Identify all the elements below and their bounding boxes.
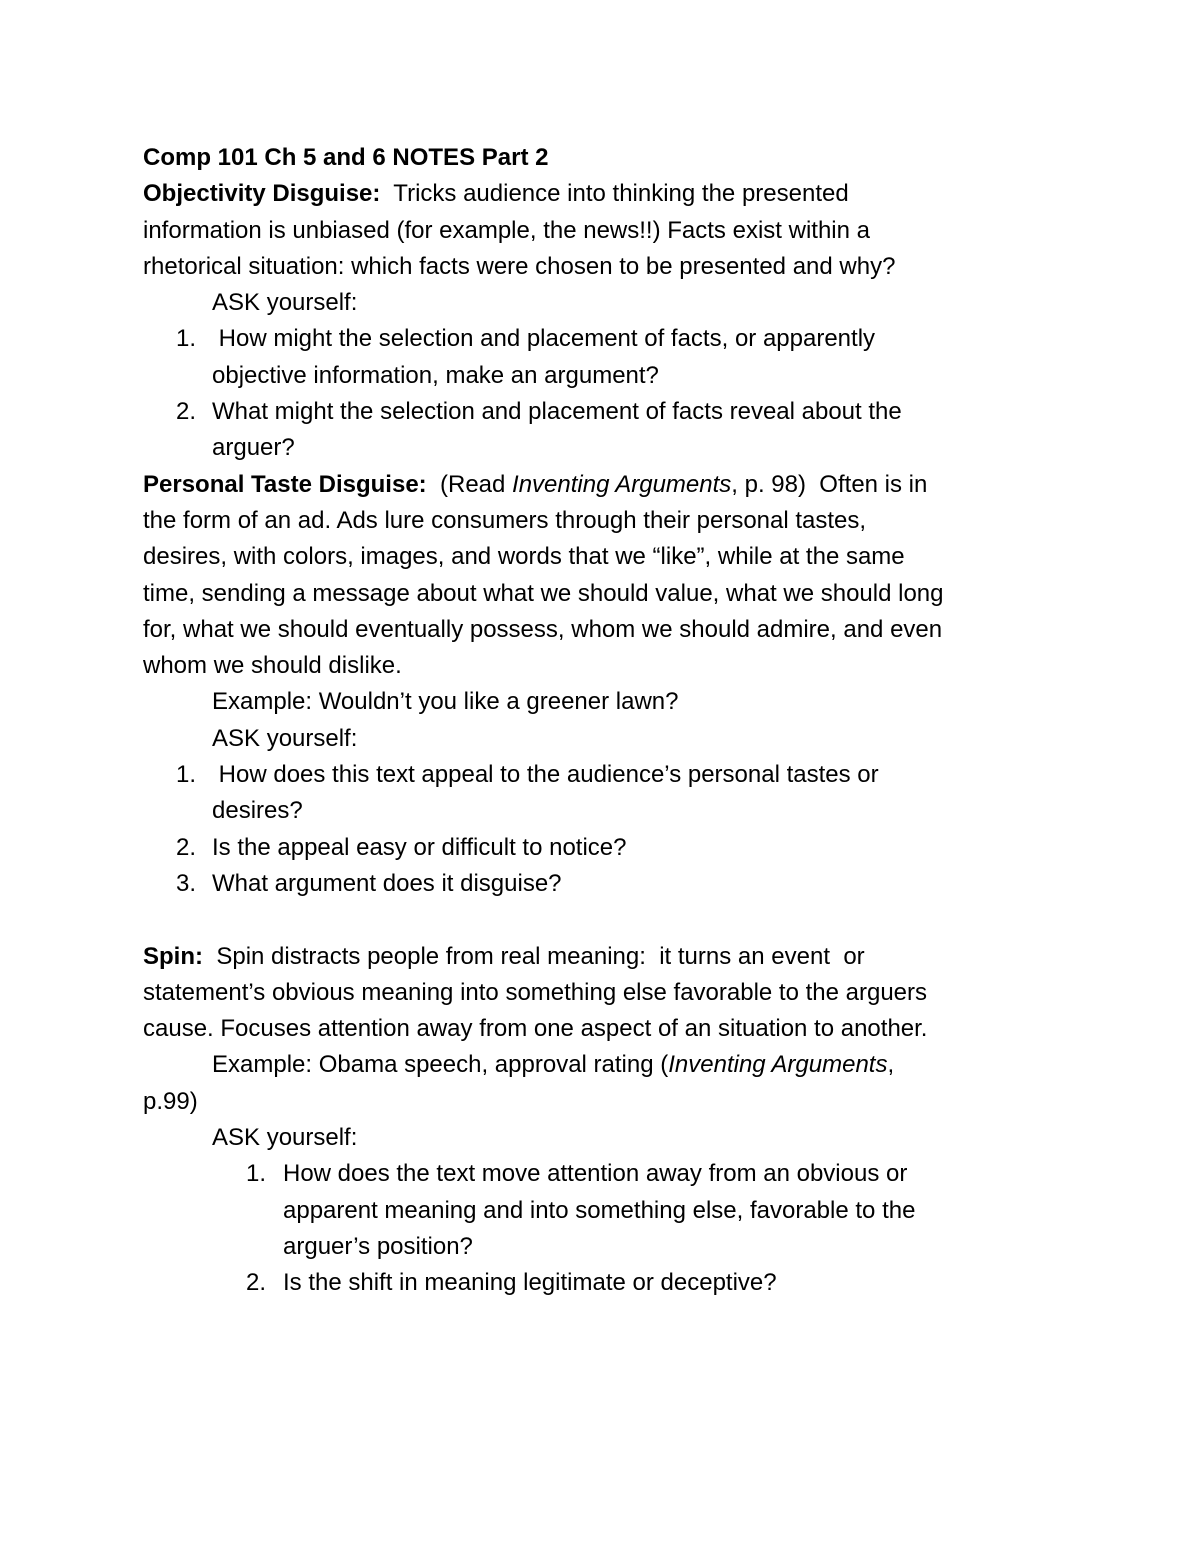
personal-taste-example: Example: Wouldn’t you like a greener lawn? [212, 688, 679, 716]
list-text: apparent meaning and into something else, favorable to the [283, 1196, 916, 1224]
personal-taste-question-1 [143, 757, 1073, 830]
list-number: 2. [246, 1269, 267, 1297]
objectivity-intro-line-1: Objectivity Disguise: Tricks audience into thinking the presented [143, 180, 849, 208]
book-title: Inventing Arguments [668, 1051, 888, 1079]
objectivity-question-2 [143, 394, 1073, 467]
spin-heading: Spin: [143, 942, 203, 970]
list-text: What might the selection and placement of facts reveal about the [212, 398, 902, 426]
list-text: arguer? [212, 434, 295, 462]
personal-taste-line-2: the form of an ad. Ads lure consumers through their personal tastes, [143, 506, 867, 534]
personal-taste-question-3 [143, 866, 1073, 902]
list-text: arguer’s position? [283, 1232, 473, 1260]
list-text: What argument does it disguise? [212, 869, 562, 897]
list-number: 2. [176, 398, 197, 426]
document-title: Comp 101 Ch 5 and 6 NOTES Part 2 [143, 144, 549, 171]
spin-line-2: statement’s obvious meaning into something else favorable to the arguers [143, 978, 928, 1006]
objectivity-ask-label: ASK yourself: [212, 289, 358, 317]
book-title: Inventing Arguments [512, 470, 732, 498]
list-text: Is the appeal easy or difficult to notice? [212, 833, 627, 861]
list-number: 3. [176, 869, 197, 897]
list-text: How might the selection and placement of facts, or apparently [212, 325, 876, 353]
list-number: 2. [176, 833, 197, 861]
personal-taste-line-5: for, what we should eventually possess, whom we should admire, and even [143, 615, 943, 643]
objectivity-intro-line-3: rhetorical situation: which facts were chosen to be presented and why? [143, 252, 896, 280]
list-text: Is the shift in meaning legitimate or deceptive? [283, 1269, 777, 1297]
spin-question-2 [143, 1265, 1073, 1301]
document-page [143, 140, 1073, 1302]
list-number: 1. [176, 325, 197, 353]
spin-question-1 [143, 1156, 1073, 1265]
personal-taste-ask-label: ASK yourself: [212, 724, 358, 752]
list-text: desires? [212, 797, 303, 825]
blank-line [143, 902, 1073, 938]
personal-taste-line-3: desires, with colors, images, and words that we “like”, while at the same [143, 543, 905, 571]
list-number: 1. [176, 761, 197, 789]
spin-example: Example: Obama speech, approval rating (Inventing Arguments, [212, 1051, 895, 1079]
spin-line-3: cause. Focuses attention away from one aspect of an situation to another. [143, 1015, 928, 1043]
list-number: 1. [246, 1160, 267, 1188]
list-text: How does the text move attention away from an obvious or [283, 1160, 908, 1188]
personal-taste-question-2 [143, 830, 1073, 866]
objectivity-heading: Objectivity Disguise: [143, 180, 381, 208]
personal-taste-heading: Personal Taste Disguise: [143, 470, 427, 498]
spin-ask-label: ASK yourself: [212, 1124, 358, 1152]
objectivity-question-1 [143, 321, 1073, 394]
spin-intro-line-1: Spin: Spin distracts people from real meaning: it turns an event or [143, 942, 865, 970]
objectivity-intro-line-2: information is unbiased (for example, the news!!) Facts exist within a [143, 216, 870, 244]
list-text: How does this text appeal to the audience’s personal tastes or [212, 761, 879, 789]
list-text: objective information, make an argument? [212, 361, 659, 389]
spin-example-continued: p.99) [143, 1087, 198, 1115]
personal-taste-line-6: whom we should dislike. [143, 652, 402, 680]
personal-taste-line-4: time, sending a message about what we should value, what we should long [143, 579, 944, 607]
personal-taste-intro-line-1: Personal Taste Disguise: (Read Inventing Arguments, p. 98) Often is in [143, 470, 928, 498]
